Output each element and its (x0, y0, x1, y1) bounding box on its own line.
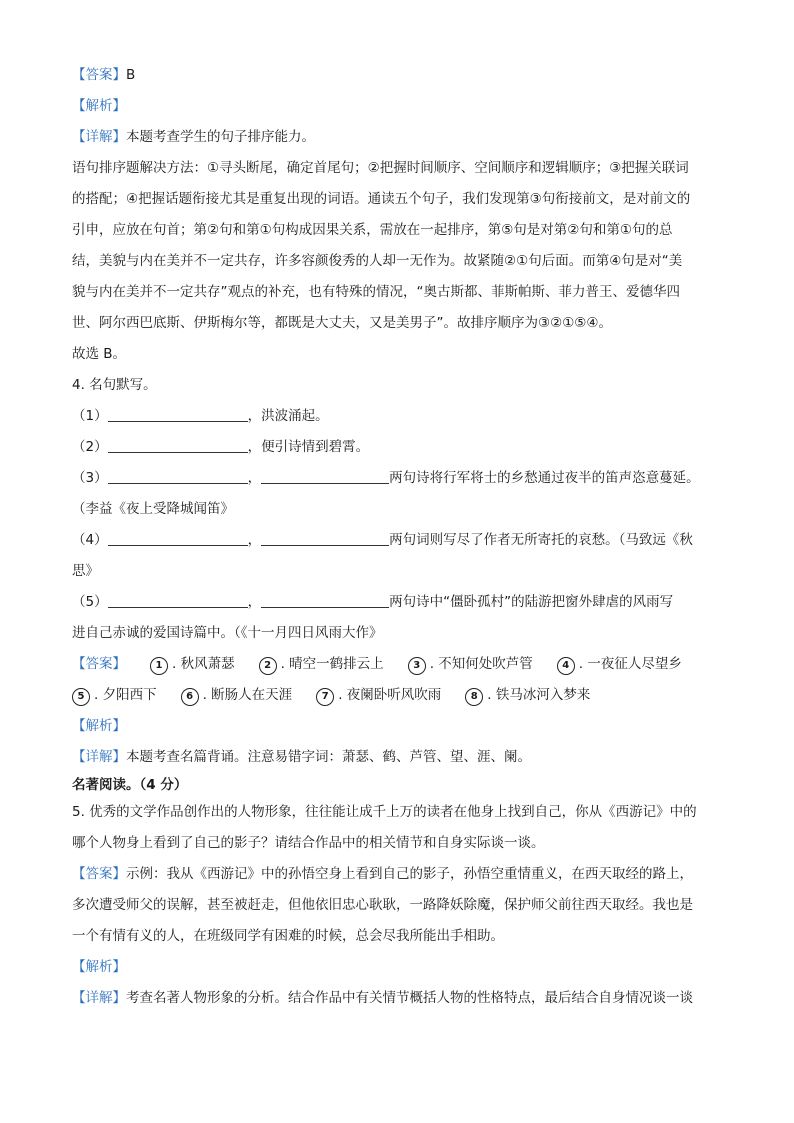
fill-item-4-cont: 思》 (72, 563, 99, 579)
answer-blank[interactable] (108, 403, 248, 422)
paragraph-line: 语句排序题解决方法：①寻头断尾，确定首尾句；②把握时间顺序、空间顺序和逻辑顺序；③把握关联词 (72, 160, 689, 176)
fill-item-5-cont: 进自己赤诚的爱国诗篇中。（《十一月四日风雨大作》 (72, 625, 383, 641)
item-separator: ， (247, 532, 262, 548)
circle-number: 6 (181, 688, 199, 706)
detail-line (72, 122, 722, 153)
item-number: （2） (72, 439, 108, 455)
paragraph-line: 世、阿尔西巴底斯、伊斯梅尔等，都既是大丈夫，又是美男子”。故排序顺序为③②①⑤④。 (72, 315, 613, 331)
answer-item: 2 . 晴空一鹤排云上 (259, 649, 384, 680)
answer-tag: 【答案】 (72, 67, 126, 83)
conclusion-line: 故选 B。 (72, 346, 127, 362)
answer-item: 8 . 铁马冰河入梦来 (465, 680, 590, 711)
answer-blank[interactable] (261, 465, 389, 484)
answer-text: B (126, 67, 136, 83)
detail-text: 本题考查学生的句子排序能力。 (126, 129, 315, 145)
answer-4-line-1 (72, 649, 722, 680)
answer-item: 4 . 一夜征人尽望乡 (557, 649, 682, 680)
paragraph-line: 的搭配；④把握话题衔接尤其是重复出现的词语。通读五个句子，我们发现第③句衔接前文，是对前文的 (72, 191, 691, 207)
item-number: （5） (72, 594, 108, 610)
question-4-title: 4. 名句默写。 (72, 377, 157, 393)
answer-item: 6 . 断肠人在天涯 (181, 680, 293, 711)
item-number: （3） (72, 470, 108, 486)
analysis-tag: 【解析】 (72, 718, 126, 734)
fill-item-2 (72, 432, 722, 463)
question-5-line: 哪个人物身上看到了自己的影子？请结合作品中的相关情节和自身实际谈一谈。 (72, 835, 545, 851)
answer-item: 1 . 秋风萧瑟 (150, 649, 235, 680)
item-text: 两句诗将行军将士的乡愁通过夜半的笛声恣意蔓延。 (389, 470, 700, 486)
item-separator: ， (247, 470, 262, 486)
question-5-line: 5. 优秀的文学作品创作出的人物形象，往往能让成千上万的读者在他身上找到自己，你从《西游记》中的 (72, 804, 697, 820)
circle-number: 1 (150, 657, 168, 675)
fill-item-3 (72, 463, 722, 494)
circle-number: 3 (408, 657, 426, 675)
fill-item-1 (72, 401, 722, 432)
item-text: 两句诗中“僵卧孤村”的陆游把窗外肆虐的风雨写 (389, 594, 674, 610)
item-number: （4） (72, 532, 108, 548)
answer-blank[interactable] (108, 465, 248, 484)
item-text: 两句词则写尽了作者无所寄托的哀愁。（马致远《秋 (389, 532, 693, 548)
answer-item: 5 . 夕阳西下 (72, 680, 157, 711)
analysis-line (72, 711, 722, 742)
document-page (72, 60, 722, 1014)
answer-item: 3 . 不知何处吹芦管 (408, 649, 533, 680)
section-heading: 名著阅读。（4 分） (72, 777, 188, 793)
answer-blank[interactable] (261, 589, 389, 608)
detail-line (72, 983, 722, 1014)
detail-tag: 【详解】 (72, 749, 126, 765)
answer-4-line-2 (72, 680, 722, 711)
analysis-line (72, 952, 722, 983)
circle-number: 8 (465, 688, 483, 706)
answer-5-line: 多次遭受师父的误解，甚至被赶走，但他依旧忠心耿耿，一路降妖除魔，保护师父前往西天取经。我也是 (72, 897, 693, 913)
paragraph-line: 引申，应放在句首；第②句和第①句构成因果关系，需放在一起排序，第⑤句是对第②句和第①句的总 (72, 222, 673, 238)
answer-blank[interactable] (108, 434, 248, 453)
circle-number: 7 (316, 688, 334, 706)
circle-number: 5 (72, 688, 90, 706)
paragraph-line: 貌与内在美并不一定共存”观点的补充，也有特殊的情况，“奥古斯都、菲斯帕斯、菲力普王、爱德华四 (72, 284, 680, 300)
circle-number: 4 (557, 657, 575, 675)
detail-tag: 【详解】 (72, 990, 126, 1006)
detail-line (72, 742, 722, 773)
analysis-line (72, 91, 722, 122)
detail-text: 本题考查名篇背诵。注意易错字词：萧瑟、鹤、芦管、望、涯、阑。 (126, 749, 531, 765)
item-separator: ， (247, 594, 262, 610)
detail-text: 考查名著人物形象的分析。结合作品中有关情节概括人物的性格特点，最后结合自身情况谈一谈 (126, 990, 693, 1006)
analysis-tag: 【解析】 (72, 959, 126, 975)
detail-tag: 【详解】 (72, 129, 126, 145)
fill-item-4 (72, 525, 722, 556)
paragraph-line: 结，美貌与内在美并不一定共存，许多容颜俊秀的人却一无作为。故紧随②①句后面。而第④句是对“美 (72, 253, 683, 269)
item-text: ，洪波涌起。 (247, 408, 329, 424)
answer-tag: 【答案】 (72, 656, 126, 672)
answer-tag: 【答案】 (72, 866, 126, 882)
answer-blank[interactable] (261, 527, 389, 546)
answer-item: 7 . 夜阑卧听风吹雨 (316, 680, 441, 711)
answer-line (72, 60, 722, 91)
answer-blank[interactable] (108, 589, 248, 608)
item-number: （1） (72, 408, 108, 424)
answer-text: 示例：我从《西游记》中的孙悟空身上看到自己的影子，孙悟空重情重义，在西天取经的路上， (126, 866, 693, 882)
item-text: ，便引诗情到碧霄。 (247, 439, 370, 455)
answer-5-line (72, 859, 722, 890)
fill-item-5 (72, 587, 722, 618)
analysis-tag: 【解析】 (72, 98, 126, 114)
answer-blank[interactable] (108, 527, 248, 546)
fill-item-3-cont: （李益《夜上受降城闻笛》 (72, 501, 234, 517)
circle-number: 2 (259, 657, 277, 675)
answer-5-line: 一个有情有义的人，在班级同学有困难的时候，总会尽我所能出手相助。 (72, 928, 504, 944)
